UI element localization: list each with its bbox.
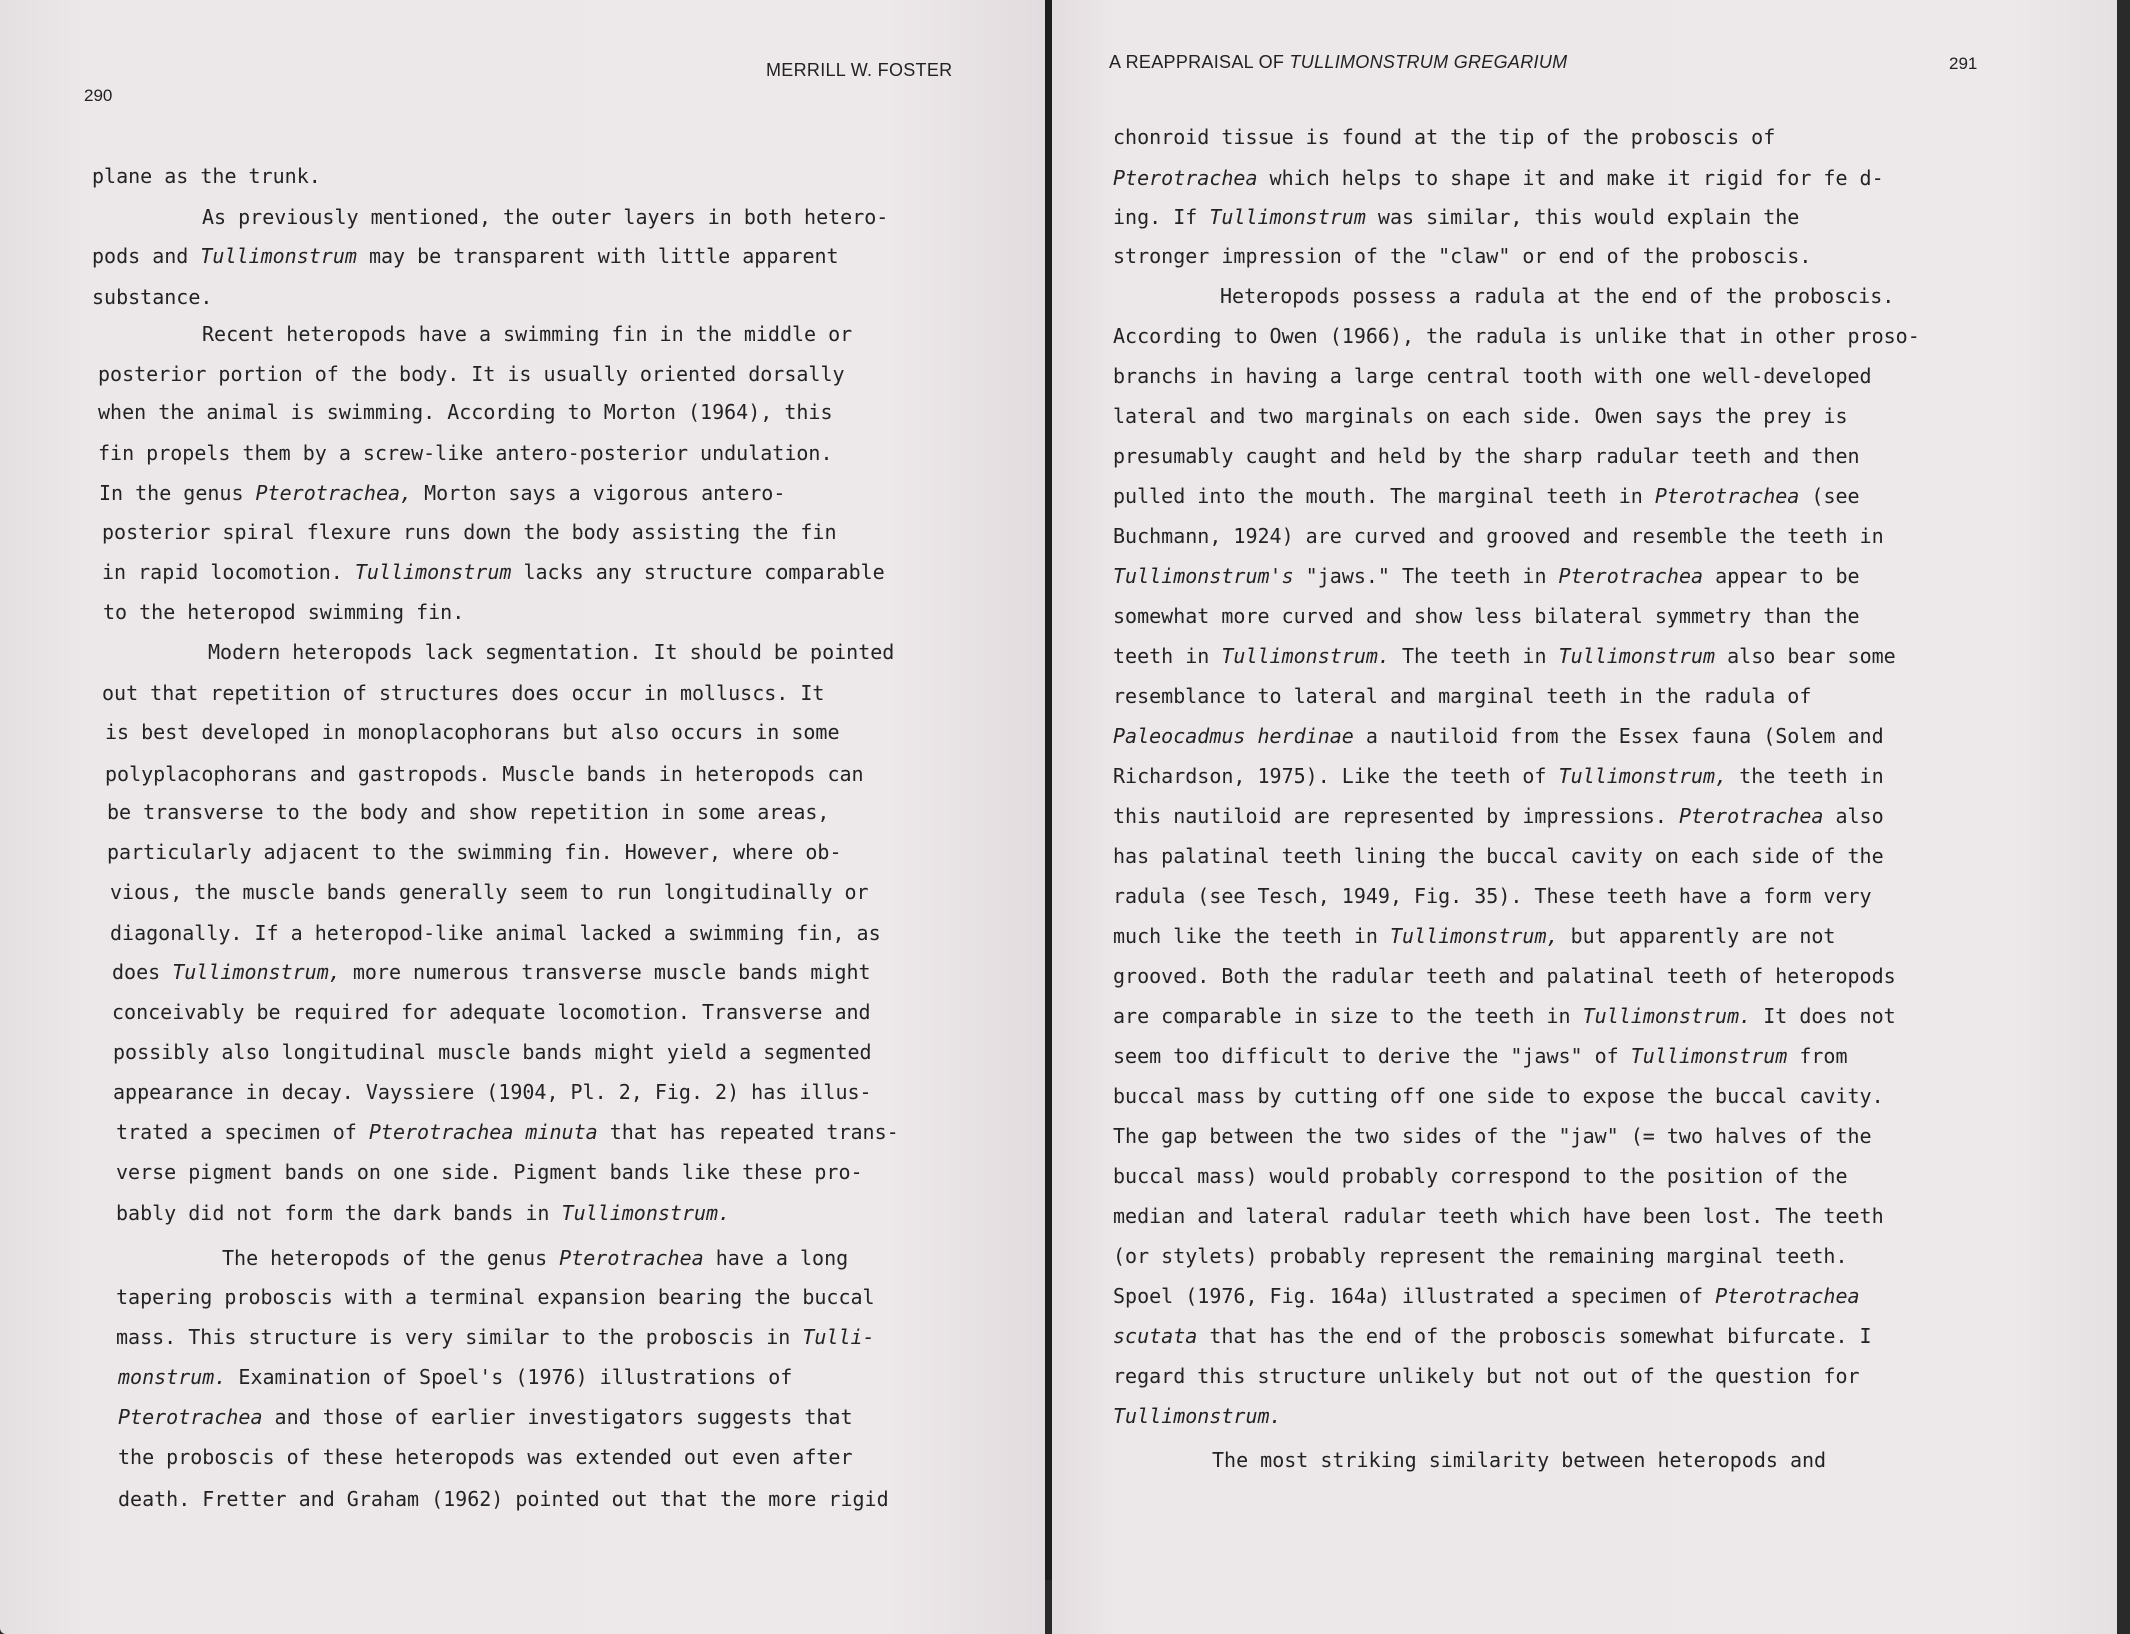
left-text-line: when the animal is swimming. According to Morton (1964), this — [98, 400, 833, 424]
right-text-line: Buchmann, 1924) are curved and grooved and resemble the teeth in — [1113, 524, 1884, 548]
right-text-line: teeth in Tullimonstrum. The teeth in Tullimonstrum also bear some — [1113, 644, 1896, 668]
right-text-line: resemblance to lateral and marginal teeth in the radula of — [1113, 684, 1812, 708]
right-text-line: grooved. Both the radular teeth and palatinal teeth of heteropods — [1113, 964, 1896, 988]
left-text-line: substance. — [92, 285, 213, 309]
left-text-line: to the heteropod swimming fin. — [103, 600, 465, 624]
left-text-line: tapering proboscis with a terminal expansion bearing the buccal — [116, 1285, 875, 1309]
scan-edge — [2117, 0, 2130, 1634]
right-page — [1052, 0, 2117, 1634]
left-text-line: be transverse to the body and show repetition in some areas, — [107, 800, 830, 824]
right-text-line: this nautiloid are represented by impressions. Pterotrachea also — [1113, 804, 1884, 828]
left-text-line: Modern heteropods lack segmentation. It should be pointed — [208, 640, 895, 664]
right-text-line: buccal mass by cutting off one side to expose the buccal cavity. — [1113, 1084, 1884, 1108]
book-gutter — [1045, 0, 1052, 1580]
running-head-right-italic: TULLIMONSTRUM GREGARIUM — [1289, 52, 1568, 72]
left-text-line: is best developed in monoplacophorans but also occurs in some — [105, 720, 840, 744]
left-text-line: particularly adjacent to the swimming fin. However, where ob- — [107, 840, 842, 864]
right-text-line: Tullimonstrum. — [1113, 1404, 1282, 1428]
left-text-line: bably did not form the dark bands in Tullimonstrum. — [116, 1201, 731, 1225]
running-head-right-prefix: A REAPPRAISAL OF — [1109, 52, 1290, 72]
page-number-left: 290 — [84, 86, 113, 105]
left-text-line: vious, the muscle bands generally seem to run longitudinally or — [110, 880, 869, 904]
left-text-line: possibly also longitudinal muscle bands might yield a segmented — [113, 1040, 872, 1064]
right-text-line: presumably caught and held by the sharp radular teeth and then — [1113, 444, 1860, 468]
left-text-line: polyplacophorans and gastropods. Muscle bands in heteropods can — [105, 762, 864, 786]
left-text-line: death. Fretter and Graham (1962) pointed out that the more rigid — [118, 1487, 889, 1511]
right-text-line: The most striking similarity between heteropods and — [1212, 1448, 1827, 1472]
right-text-line: Paleocadmus herdinae a nautiloid from the Essex fauna (Solem and — [1113, 724, 1884, 748]
left-text-line: plane as the trunk. — [92, 164, 321, 188]
right-text-line: much like the teeth in Tullimonstrum, but apparently are not — [1113, 924, 1836, 948]
left-text-line: As previously mentioned, the outer layers in both hetero- — [202, 205, 889, 229]
left-text-line: fin propels them by a screw-like antero-posterior undulation. — [98, 441, 833, 465]
right-text-line: are comparable in size to the teeth in Tullimonstrum. It does not — [1113, 1004, 1896, 1028]
right-text-line: scutata that has the end of the proboscis somewhat bifurcate. I — [1113, 1324, 1872, 1348]
left-text-line: diagonally. If a heteropod-like animal lacked a swimming fin, as — [110, 921, 881, 945]
right-text-line: According to Owen (1966), the radula is unlike that in other proso- — [1113, 324, 1920, 348]
left-text-line: posterior portion of the body. It is usually oriented dorsally — [98, 362, 845, 386]
right-text-line: median and lateral radular teeth which have been lost. The teeth — [1113, 1204, 1884, 1228]
right-text-line: Tullimonstrum's "jaws." The teeth in Pterotrachea appear to be — [1113, 564, 1860, 588]
right-text-line: ing. If Tullimonstrum was similar, this would explain the — [1113, 205, 1800, 229]
left-text-line: mass. This structure is very similar to the proboscis in Tulli- — [116, 1325, 875, 1349]
right-text-line: stronger impression of the "claw" or end of the proboscis. — [1113, 244, 1812, 268]
right-text-line: somewhat more curved and show less bilateral symmetry than the — [1113, 604, 1860, 628]
left-text-line: In the genus Pterotrachea, Morton says a vigorous antero- — [99, 481, 786, 505]
right-text-line: seem too difficult to derive the "jaws" of Tullimonstrum from — [1113, 1044, 1848, 1068]
right-text-line: chonroid tissue is found at the tip of the proboscis of — [1113, 125, 1776, 149]
left-text-line: does Tullimonstrum, more numerous transverse muscle bands might — [112, 960, 871, 984]
running-head-left: MERRILL W. FOSTER — [766, 60, 953, 80]
left-text-line: appearance in decay. Vayssiere (1904, Pl. 2, Fig. 2) has illus- — [113, 1080, 872, 1104]
right-text-line: Spoel (1976, Fig. 164a) illustrated a specimen of Pterotrachea — [1113, 1284, 1860, 1308]
right-text-line: Heteropods possess a radula at the end of the proboscis. — [1220, 284, 1895, 308]
left-text-line: verse pigment bands on one side. Pigment bands like these pro- — [116, 1160, 863, 1184]
left-text-line: out that repetition of structures does occur in molluscs. It — [102, 681, 825, 705]
right-text-line: pulled into the mouth. The marginal teeth in Pterotrachea (see — [1113, 484, 1860, 508]
right-text-line: The gap between the two sides of the "jaw" (= two halves of the — [1113, 1124, 1872, 1148]
left-text-line: The heteropods of the genus Pterotrachea have a long — [222, 1246, 849, 1270]
right-text-line: (or stylets) probably represent the remaining marginal teeth. — [1113, 1244, 1848, 1268]
left-text-line: monstrum. Examination of Spoel's (1976) illustrations of — [118, 1365, 793, 1389]
right-text-line: branchs in having a large central tooth with one well-developed — [1113, 364, 1872, 388]
page-number-right: 291 — [1949, 54, 1978, 73]
right-text-line: Pterotrachea which helps to shape it and make it rigid for fe d- — [1113, 166, 1884, 190]
right-text-line: buccal mass) would probably correspond to the position of the — [1113, 1164, 1848, 1188]
left-text-line: pods and Tullimonstrum may be transparent with little apparent — [92, 244, 839, 268]
right-text-line: radula (see Tesch, 1949, Fig. 35). These teeth have a form very — [1113, 884, 1872, 908]
right-text-line: Richardson, 1975). Like the teeth of Tullimonstrum, the teeth in — [1113, 764, 1884, 788]
left-page — [0, 0, 1045, 1634]
left-text-line: the proboscis of these heteropods was extended out even after — [118, 1445, 853, 1469]
left-text-line: in rapid locomotion. Tullimonstrum lacks any structure comparable — [102, 560, 885, 584]
left-text-line: Recent heteropods have a swimming fin in the middle or — [202, 322, 853, 346]
left-text-line: conceivably be required for adequate locomotion. Transverse and — [112, 1000, 871, 1024]
right-text-line: has palatinal teeth lining the buccal cavity on each side of the — [1113, 844, 1884, 868]
left-text-line: trated a specimen of Pterotrachea minuta that has repeated trans- — [116, 1120, 899, 1144]
left-text-line: Pterotrachea and those of earlier investigators suggests that — [118, 1405, 853, 1429]
left-text-line: posterior spiral flexure runs down the body assisting the fin — [102, 520, 837, 544]
right-text-line: regard this structure unlikely but not out of the question for — [1113, 1364, 1860, 1388]
running-head-right — [1109, 52, 1567, 73]
right-text-line: lateral and two marginals on each side. Owen says the prey is — [1113, 404, 1848, 428]
